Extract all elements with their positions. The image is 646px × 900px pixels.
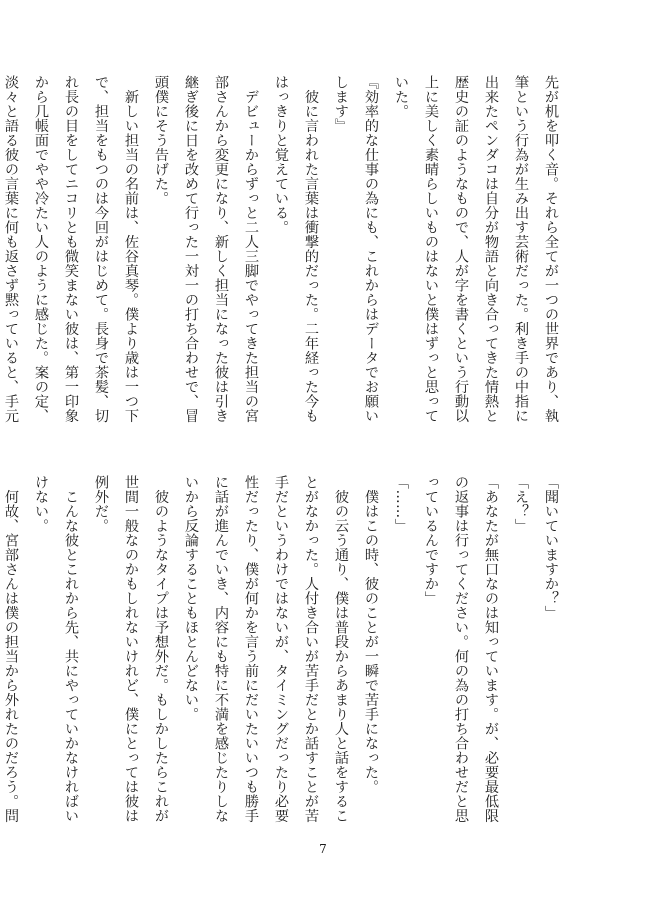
lower-text-block	[3, 475, 566, 837]
upper-text-block	[3, 75, 566, 437]
paragraph: 「……」	[393, 475, 409, 533]
paragraph: 「え？」	[513, 475, 529, 533]
paragraph: 彼の云う通り、僕は普段からあまり人と話をすることがなかった。人付き合いが苦手だとか話すことが苦手だというわけではないが、タイミングだったり必要性だったり、僕が何かを言う前にだいたいいつも勝手に話が進んでいき、内容にも特に不満を感じたりしないから反論することもほとんどない。	[183, 475, 349, 823]
paragraph: こんな彼とこれから先、共にやっていかなければいけない。	[33, 475, 79, 823]
paragraph: 「あなたが無口なのは知っています。が、必要最低限の返事は行ってください。何の為の打ち合わせだと思っているんですか」	[423, 475, 499, 823]
paragraph: 何故、宮部さんは僕の担当から外れたのだろう。問	[3, 489, 19, 823]
paragraph: 彼に言われた言葉は衝撃的だった。二年経った今もはっきりと覚えている。	[273, 75, 319, 423]
paragraph: 『効率的な仕事の為にも、これからはデータでお願いします』	[333, 75, 379, 423]
paragraph: 僕はこの時、彼のことが一瞬で苦手になった。	[363, 475, 379, 794]
paragraph: デビューからずっと二人三脚でやってきた担当の宮部さんから変更になり、新しく担当になった彼は引き継ぎ後に日を改めて行った一対一の打ち合わせで、冒頭僕にそう告げた。	[153, 75, 259, 423]
paragraph: 彼のようなタイプは予想外だ。もしかしたらこれが世間一般なのかもしれないけれど、僕にとっては彼は例外だ。	[93, 475, 169, 823]
paragraph: 新しい担当の名前は、佐谷真琴。僕より歳は一つ下で、担当をもつのは今回がはじめて。長身で茶髪、切れ長の目をしてニコリとも微笑まない彼は、第一印象から几帳面でやや冷たい人のように感じた。案の定、淡々と語る彼の言葉に何も返さず黙っていると、手元	[3, 75, 139, 423]
page-number: 7	[319, 842, 327, 856]
paragraph: 「聞いていますか？」	[543, 475, 559, 620]
paragraph: 先が机を叩く音。それら全てが一つの世界であり、執筆という行為が生み出す芸術だった。利き手の中指に出来たペンダコは自分が物語と向き合ってきた情熱と歴史の証のようなもので、人が字を書くという行動以上に美しく素晴らしいものはないと僕はずっと思っていた。	[393, 75, 559, 423]
